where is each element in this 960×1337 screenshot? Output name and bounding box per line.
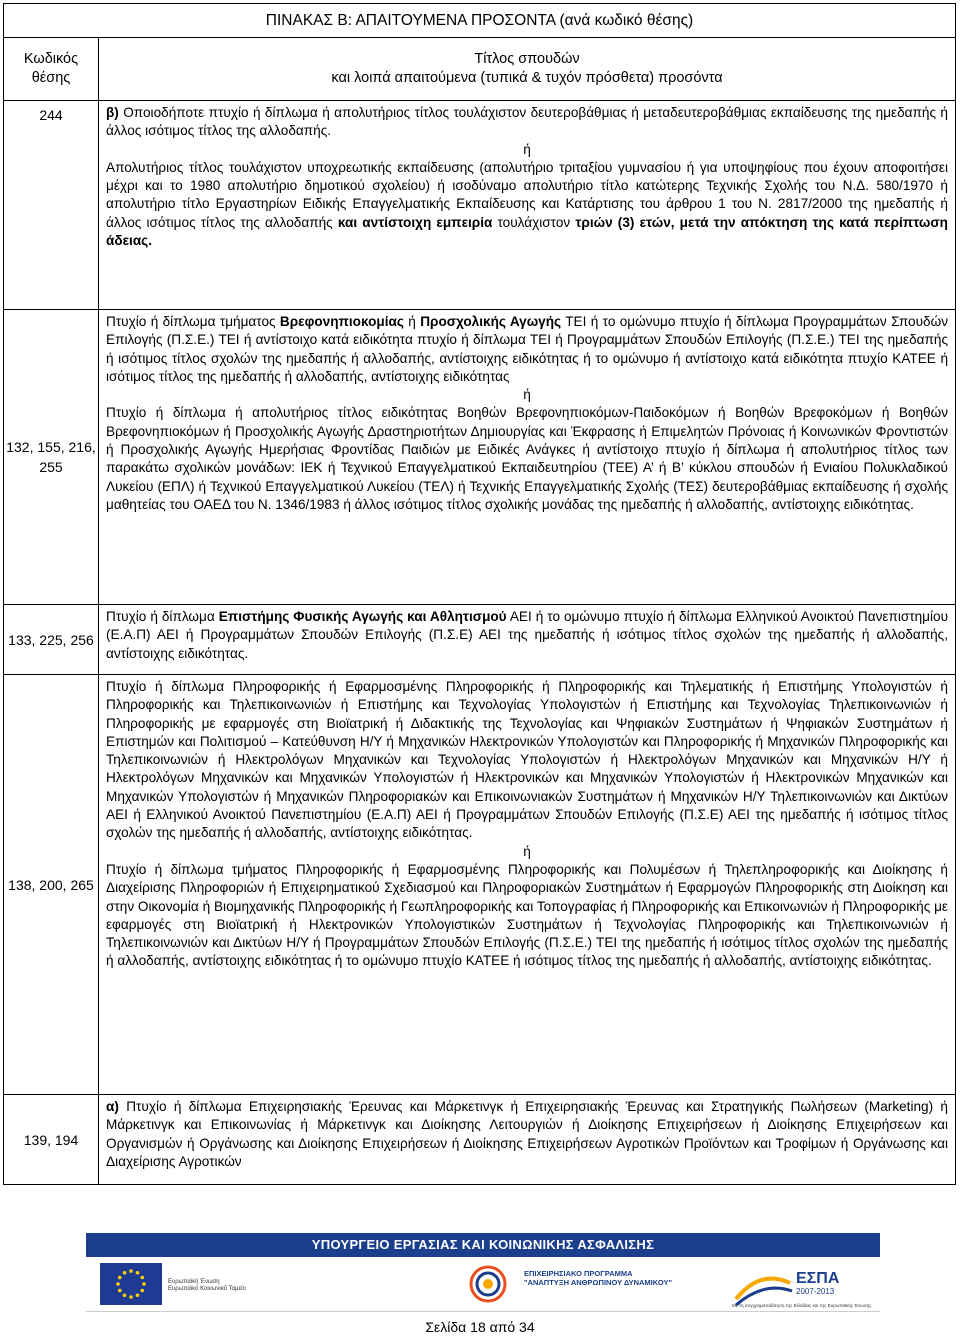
eu-star-icon xyxy=(123,1271,127,1275)
ministry-bar: ΥΠΟΥΡΓΕΙΟ ΕΡΓΑΣΙΑΣ ΚΑΙ ΚΟΙΝΩΝΙΚΗΣ ΑΣΦΑΛΙΣΗΣ xyxy=(86,1233,880,1257)
qualification-emphasis: Προσχολικής Αγωγής xyxy=(420,314,562,329)
table-row xyxy=(4,605,956,675)
eu-star-icon xyxy=(136,1293,140,1297)
eu-star-icon xyxy=(129,1295,133,1299)
qualification-paragraph xyxy=(106,104,948,141)
or-separator: ή xyxy=(523,387,531,403)
qualification-span: Πτυχίο ή δίπλωμα xyxy=(106,609,219,624)
qualification-text xyxy=(99,310,956,605)
qualification-span: ΑΕΙ ή το ομώνυμο πτυχίο ή δίπλωμα Ελληνικού Ανοικτού Πανεπιστημίου (Ε.Α.Π) ΑΕΙ ή Προγραμμάτων Σπουδών Επιλογής (Π.Σ.Ε) ΑΕΙ της ημεδαπής ή ισότιμος τίτλος σχολών της ημεδαπής ή αλλοδαπής, αντίστοιχης ειδικότητας. xyxy=(106,609,949,661)
espa-label: ΕΣΠΑ xyxy=(796,1270,840,1287)
eu-star-icon xyxy=(123,1293,127,1297)
position-code: 138, 200, 265 xyxy=(4,675,99,1095)
programme-line1: ΕΠΙΧΕΙΡΗΣΙΑΚΟ ΠΡΟΓΡΑΜΜΑ xyxy=(524,1269,633,1278)
funding-banner xyxy=(86,1233,880,1311)
table-title: ΠΙΝΑΚΑΣ Β: ΑΠΑΙΤΟΥΜΕΝΑ ΠΡΟΣΟΝΤΑ (ανά κωδικό θέσης) xyxy=(4,4,956,38)
col-header-title-line1: Τίτλος σπουδών xyxy=(474,51,580,67)
eu-star-icon xyxy=(140,1276,144,1280)
eu-label: Ευρωπαϊκή Ένωση Ευρωπαϊκό Κοινωνικό Ταμείο xyxy=(168,1279,246,1292)
logo-strip xyxy=(86,1257,880,1312)
item-prefix: α) xyxy=(106,1099,119,1114)
qualification-emphasis: τριών (3) ετών, μετά την απόκτηση της κατά περίπτωση άδειας. xyxy=(106,214,948,249)
table-row xyxy=(4,1095,956,1185)
qualification-text xyxy=(99,605,956,675)
position-code: 133, 225, 256 xyxy=(4,605,99,675)
qualification-paragraph xyxy=(106,313,948,386)
eu-star-icon xyxy=(118,1289,122,1293)
col-header-code xyxy=(4,38,99,101)
position-code: 244 xyxy=(4,101,99,310)
programme-line2: "ΑΝΑΠΤΥΞΗ ΑΝΘΡΩΠΙΝΟΥ ΔΥΝΑΜΙΚΟΥ" xyxy=(524,1278,673,1287)
qualification-emphasis: Βρεφονηπιοκομίας xyxy=(279,314,404,329)
espa-logo-icon xyxy=(730,1261,875,1309)
requirements-table xyxy=(3,3,956,1185)
qualification-span: ΤΕΙ ή το ομώνυμο πτυχίο ή δίπλωμα Προγραμμάτων Σπουδών Επιλογής (Π.Σ.Ε.) ΤΕΙ ή αντίστοιχο κατά ειδικότητα πτυχίο ή δίπλωμα ΤΕΙ ή Προγραμμάτων Σπουδών Επιλογής (Π.Σ.Ε.) ΤΕΙ της ημεδαπής ή ισότιμος τίτλος σχολών της ημεδαπής ή αλλοδαπής, αντίστοιχης ειδικότητας ή το ομώνυμο ή αντίστοιχο κατά ειδικότητα πτυχίο ΚΑΤΕΕ ή ισότιμος τίτλος της ημεδαπής ή αλλοδαπής, αντίστοιχης ειδικότητας xyxy=(106,314,948,384)
espa-slogan: Με τη συγχρηματοδότηση της Ελλάδας και της Ευρωπαϊκής Ένωσης xyxy=(732,1303,872,1308)
programme-text xyxy=(524,1269,674,1287)
eu-star-icon xyxy=(116,1282,120,1286)
qualification-paragraph xyxy=(106,678,948,843)
qualification-span: Πτυχίο ή δίπλωμα ή απολυτήριος τίτλος ειδικότητας Βοηθών Βρεφονηπιοκόμων-Παιδοκόμων ή Βοηθών Βρεφοκόμων ή Βοηθών Βρεφονηπιοκόμων ή Προσχολικής Αγωγής Δραστηριοτήτων Δημιουργίας και Έκφρασης ή Επιμελητών Πρόνοιας ή Κοινωνικών Φροντιστών ή Προσχολικής Αγωγής Ημερήσιας Φροντίδας Παιδιών με Ειδικές Ανάγκες ή αντίστοιχο πτυχίο ή δίπλωμα ή απολυτήριος τίτλος των παρακάτω σχολικών μονάδων: ΙΕΚ ή Τεχνικού Επαγγελματικού Εκπαιδευτηρίου (ΤΕΕ) Α’ ή Β’ κύκλου σπουδών ή Ενιαίου Πολυκλαδικού Λυκείου (ΕΠΛ) ή Τεχνικού Επαγγελματικού Λυκείου (ΤΕΛ) ή Τεχνικής Επαγγελματικής Σχολής (ΤΕΣ) δευτεροβάθμιας εκπαίδευσης ή σχολής μαθητείας του ΟΑΕΔ του Ν. 1346/1983 ή άλλος ισότιμος τίτλος σχολικής μονάδας της ημεδαπής ή αλλοδαπής, αντίστοιχης ειδικότητας. xyxy=(106,405,948,512)
col-header-code-line2: θέσης xyxy=(31,70,71,86)
qualification-paragraph xyxy=(106,608,948,663)
col-header-title-line2: και λοιπά απαιτούμενα (τυπικά & τυχόν πρόσθετα) προσόντα xyxy=(331,70,723,86)
eu-star-icon xyxy=(129,1269,133,1273)
qualification-emphasis: Επιστήμης Φυσικής Αγωγής και Αθλητισμού xyxy=(218,609,507,624)
qualification-paragraph xyxy=(106,861,948,971)
qualification-span: ή xyxy=(403,314,421,329)
eu-star-icon xyxy=(136,1271,140,1275)
item-prefix: β) xyxy=(106,105,119,120)
qualification-paragraph xyxy=(106,159,948,250)
eu-star-icon xyxy=(140,1289,144,1293)
table-row xyxy=(4,310,956,605)
qualification-paragraph xyxy=(106,1098,948,1171)
page-number: Σελίδα 18 από 34 xyxy=(425,1319,535,1335)
espa-years: 2007-2013 xyxy=(796,1287,835,1296)
qualification-span: Πτυχίο ή δίπλωμα τμήματος xyxy=(106,314,280,329)
qualification-span: Οποιοδήποτε πτυχίο ή δίπλωμα ή απολυτήριος τίτλος τουλάχιστον δευτεροβάθμιας ή μεταδευτεροβάθμιας εκπαίδευσης της ημεδαπής ή άλλος ισότιμος τίτλος της αλλοδαπής. xyxy=(106,105,948,139)
qualification-span: Πτυχίο ή δίπλωμα Επιχειρησιακής Έρευνας και Μάρκετινγκ ή Επιχειρησιακής Έρευνας και Στρατηγικής Πωλήσεων (Marketing) ή Μάρκετινγκ και Επικοινωνίας ή Μάρκετινγκ και Διοίκησης Λειτουργιών ή Διοίκησης Επιχειρήσεων ή Διοίκησης Επιχειρήσεων και Οργανισμών ή Οργάνωσης και Διοίκησης Επιχειρήσεων ή Διοίκησης Επιχειρήσεων Αγροτικών Προϊόντων και Τροφίμων ή Οργάνωσης και Διαχείρισης Αγροτικών xyxy=(106,1099,948,1169)
qualification-text xyxy=(99,1095,956,1185)
col-header-code-line1: Κωδικός xyxy=(23,51,79,67)
qualification-text xyxy=(99,675,956,1095)
qualification-paragraph xyxy=(106,404,948,514)
qualification-span: τουλάχιστον xyxy=(492,214,576,230)
table-row xyxy=(4,675,956,1095)
or-separator: ή xyxy=(523,843,531,859)
eu-star-icon xyxy=(142,1282,146,1286)
qualification-emphasis: και αντίστοιχη εμπειρία xyxy=(337,214,493,230)
position-code: 139, 194 xyxy=(4,1095,99,1185)
eu-flag-icon xyxy=(100,1263,162,1305)
position-code: 132, 155, 216, 255 xyxy=(4,310,99,605)
qualification-span: Απολυτήριος τίτλος τουλάχιστον υποχρεωτικής εκπαίδευσης (απολυτήριο τριταξίου γυμνασίου ή για υποψηφίους που έχουν αποφοιτήσει μέχρι και το 1980 απολυτήριο δημοτικού σχολείου) ή ισοδύναμο απολυτήριο τίτλο κατώτερης Τεχνικής Σχολής του Ν.Δ. 580/1970 ή απολυτήριο τίτλο Εργαστηρίων Ειδικής Επαγγελματικής Εκπαίδευσης και Κατάρτισης του άρθρου 1 του Ν. 2817/2000 της ημεδαπής ή άλλος ισότιμος τίτλος της αλλοδαπής xyxy=(106,159,948,230)
qualification-span: Πτυχίο ή δίπλωμα Πληροφορικής ή Εφαρμοσμένης Πληροφορικής ή Πληροφορικής και Τηλεματικής ή Επιστήμης Υπολογιστών ή Πληροφορικής και Τηλεπικοινωνιών ή Επιστήμης και Τεχνολογίας Υπολογιστών ή Επιστήμης και Τεχνολογίας Τηλεπικοινωνιών ή Πληροφορικής με εφαρμογές στη Βιοϊατρική ή Διδακτικής της Τεχνολογίας και Ψηφιακών Συστημάτων ή Ψηφιακών Συστημάτων ή Επιστημών και Πολιτισμού – Κατεύθυνση Η/Υ ή Μηχανικών Ηλεκτρονικών Υπολογιστών και Πληροφορικής ή Μηχανικών Πληροφορικής και Τηλεπικοινωνιών ή Ηλεκτρολόγων Μηχανικών και Τεχνολογίας Υπολογιστών ή Ηλεκτρολόγων Μηχανικών και Μηχανικών Η/Υ ή Ηλεκτρολόγων Μηχανικών και Μηχανικών Υπολογιστών ή Ηλεκτρονικών και Μηχανικών Υπολογιστών ή Ηλεκτρονικών Μηχανικών και Μηχανικών Υπολογιστών ή Μηχανικών Πληροφοριακών και Επικοινωνιακών Συστημάτων ή Μηχανικών Η/Υ Τηλεπικοινωνιών και Δικτύων ΑΕΙ ή Ελληνικού Ανοικτού Πανεπιστημίου (Ε.Α.Π) ΑΕΙ ή Προγραμμάτων Σπουδών Επιλογής (Π.Σ.Ε) ΑΕΙ της ημεδαπής ή ισότιμος τίτλος σχολών της ημεδαπής ή αλλοδαπής, αντίστοιχης ειδικότητας. xyxy=(106,679,948,841)
table-row xyxy=(4,101,956,310)
qualification-text xyxy=(99,101,956,310)
eu-star-icon xyxy=(118,1276,122,1280)
col-header-title xyxy=(99,38,956,101)
or-separator: ή xyxy=(523,141,531,157)
qualification-span: Πτυχίο ή δίπλωμα τμήματος Πληροφορικής ή Εφαρμοσμένης Πληροφορικής και Πολυμέσων ή Τηλεπληροφορικής και Διοίκησης ή Διαχείρισης Πληροφοριών ή Επιχειρηματικού Σχεδιασμού και Πληροφοριακών Συστημάτων ή Εφαρμογών Πληροφορικής στη Διοίκηση και στην Οικονομία ή Βιομηχανικής Πληροφορικής ή Γεωπληροφορικής και Τοπογραφίας ή Πληροφορικής και Επικοινωνιών ή Πληροφορικής με εφαρμογές στη Βιοϊατρική ή Ηλεκτρονικών Υπολογιστικών Συστημάτων ή Τεχνολογίας Πληροφορικής και Τηλεπικοινωνιών ή Τηλεπικοινωνιών και Δικτύων Η/Υ ή Προγραμμάτων Σπουδών Επιλογής (Π.Σ.Ε.) ΤΕΙ της ημεδαπής ή ισότιμος τίτλος σχολών της ημεδαπής ή αλλοδαπής, αντίστοιχης ειδικότητας ή το ομώνυμο πτυχίο ΚΑΤΕΕ ή ισότιμος τίτλος της ημεδαπής ή αλλοδαπής, αντίστοιχης ειδικότητας. xyxy=(106,861,948,969)
